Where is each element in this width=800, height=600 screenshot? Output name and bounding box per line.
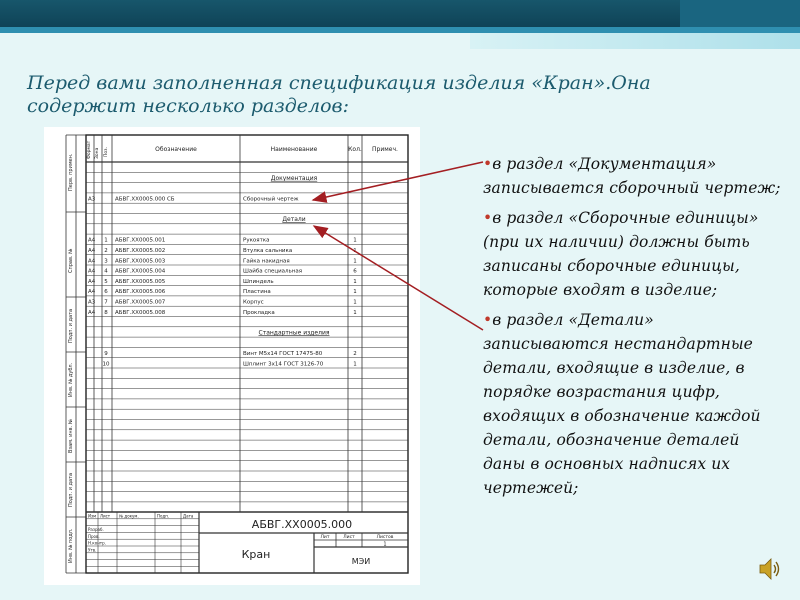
- part-name: Втулка сальника: [243, 248, 293, 254]
- standard-pos: 10: [102, 361, 110, 368]
- part-format: А3: [88, 299, 96, 306]
- stamp-org: МЭИ: [351, 557, 371, 566]
- standard-pos: 9: [104, 351, 108, 357]
- arrow-parts: [314, 226, 483, 330]
- part-format: А4: [88, 248, 96, 254]
- stamp-label-lit: Лит: [320, 535, 330, 540]
- header-pos: Поз.: [104, 147, 109, 157]
- section-parts: Детали: [282, 216, 306, 224]
- stamp-role-label: Н.контр.: [88, 540, 106, 546]
- part-designation: АБВГ.ХХ0005.004: [115, 268, 166, 275]
- header-name: Наименование: [270, 146, 318, 153]
- stamp-role-label: Пров.: [88, 533, 100, 539]
- side-label: Инв. № подл.: [68, 528, 74, 563]
- side-label: Подп. и дата: [68, 472, 74, 507]
- part-qty: 1: [353, 309, 357, 316]
- bullet-text: в раздел «Сборочные единицы» (при их наличии) должны быть записаны сборочные единицы, которые входят в изделие;: [483, 209, 759, 299]
- part-qty: 6: [353, 268, 357, 275]
- part-pos: 8: [104, 309, 108, 316]
- part-format: А4: [88, 268, 96, 275]
- part-format: А4: [88, 237, 96, 244]
- header-qty: Кол.: [348, 146, 362, 153]
- section-documentation: Документация: [270, 174, 318, 182]
- part-designation: АБВГ.ХХ0005.003: [115, 258, 166, 265]
- part-qty: 1: [353, 258, 357, 265]
- stamp-label-izm: Изм: [88, 513, 97, 519]
- standard-name: Винт М5х14 ГОСТ 17475-80: [243, 351, 323, 357]
- part-qty: 1: [353, 278, 357, 285]
- stamp-label-sheets: Листов: [376, 535, 394, 540]
- part-designation: АБВГ.ХХ0005.001: [115, 237, 166, 244]
- section-standard: Стандартные изделия: [258, 329, 330, 337]
- header-designation: Обозначение: [155, 146, 197, 153]
- header-format: Формат: [87, 140, 92, 159]
- part-format: А4: [88, 289, 96, 296]
- standard-name: Шплинт 3х14 ГОСТ 3126-70: [243, 361, 324, 368]
- side-label: Подп. и дата: [68, 308, 74, 343]
- stamp-label-list: Лист: [100, 513, 111, 519]
- part-format: А4: [88, 309, 96, 316]
- part-name: Шпиндель: [243, 278, 274, 285]
- stamp-label-date: Дата: [183, 513, 194, 519]
- arrow-documentation: [313, 162, 483, 200]
- part-designation: АБВГ.ХХ0005.002: [115, 248, 166, 254]
- part-pos: 3: [104, 258, 108, 265]
- slide-title: Перед вами заполненная спецификация изделия «Кран».Она содержит несколько разделов:: [27, 72, 651, 117]
- side-label: Инв. № дубл.: [68, 362, 74, 397]
- part-pos: 1: [104, 237, 108, 244]
- bullet-text: в раздел «Детали» записываются нестандартные детали, входящие в изделие, в порядке возрастания цифр, входящих в обозначение каждой детали, обозначение деталей даны в основных надписях их чертежей;: [483, 311, 761, 497]
- part-designation: АБВГ.ХХ0005.005: [115, 278, 166, 285]
- stamp-label-sign: Подп.: [157, 513, 170, 519]
- doc-format: А3: [88, 196, 96, 203]
- side-label: Справ. №: [68, 248, 74, 273]
- side-label: Взам. инв. №: [68, 419, 74, 453]
- part-format: А4: [88, 258, 96, 265]
- part-format: А4: [88, 278, 96, 285]
- part-pos: 4: [104, 268, 108, 275]
- standard-qty: 2: [353, 351, 357, 357]
- part-qty: 1: [353, 299, 357, 306]
- standard-qty: 1: [353, 361, 357, 368]
- stamp-role-label: Разраб.: [88, 527, 104, 533]
- side-label: Перв. примен.: [68, 153, 74, 191]
- speaker-icon[interactable]: [757, 556, 783, 582]
- part-name: Рукоятка: [243, 237, 270, 244]
- part-pos: 6: [104, 289, 108, 296]
- part-designation: АБВГ.ХХ0005.006: [115, 289, 166, 296]
- part-pos: 5: [104, 278, 108, 285]
- stamp-label-sheet: Лист: [343, 535, 355, 540]
- doc-name: Сборочный чертеж: [243, 196, 299, 203]
- part-qty: 1: [353, 237, 357, 244]
- part-name: Шайба специальная: [243, 268, 303, 275]
- part-name: Пластина: [243, 289, 271, 296]
- bullet-dot: •: [483, 311, 493, 329]
- header-note: Примеч.: [372, 146, 398, 153]
- stamp-label-doc: № докум.: [119, 513, 139, 519]
- bullet-dot: •: [483, 155, 493, 173]
- bullet-dot: •: [483, 209, 493, 227]
- part-name: Корпус: [243, 299, 264, 306]
- part-pos: 2: [104, 248, 108, 254]
- stamp-code: АБВГ.ХХ0005.000: [251, 518, 353, 531]
- doc-designation: АБВГ.ХХ0005.000 СБ: [115, 196, 175, 203]
- part-name: Прокладка: [243, 309, 275, 316]
- header-zone: Зона: [95, 147, 100, 159]
- stamp-sheet-total: 1: [383, 541, 387, 548]
- stamp-product: Кран: [241, 548, 271, 561]
- part-qty: 1: [353, 289, 357, 296]
- part-designation: АБВГ.ХХ0005.008: [115, 309, 166, 316]
- part-designation: АБВГ.ХХ0005.007: [115, 299, 166, 306]
- part-pos: 7: [104, 299, 108, 306]
- part-name: Гайка накидная: [243, 258, 290, 265]
- stamp-role-label: Утв.: [88, 547, 97, 553]
- bullet-text: в раздел «Документация» записывается сборочный чертеж;: [483, 155, 781, 197]
